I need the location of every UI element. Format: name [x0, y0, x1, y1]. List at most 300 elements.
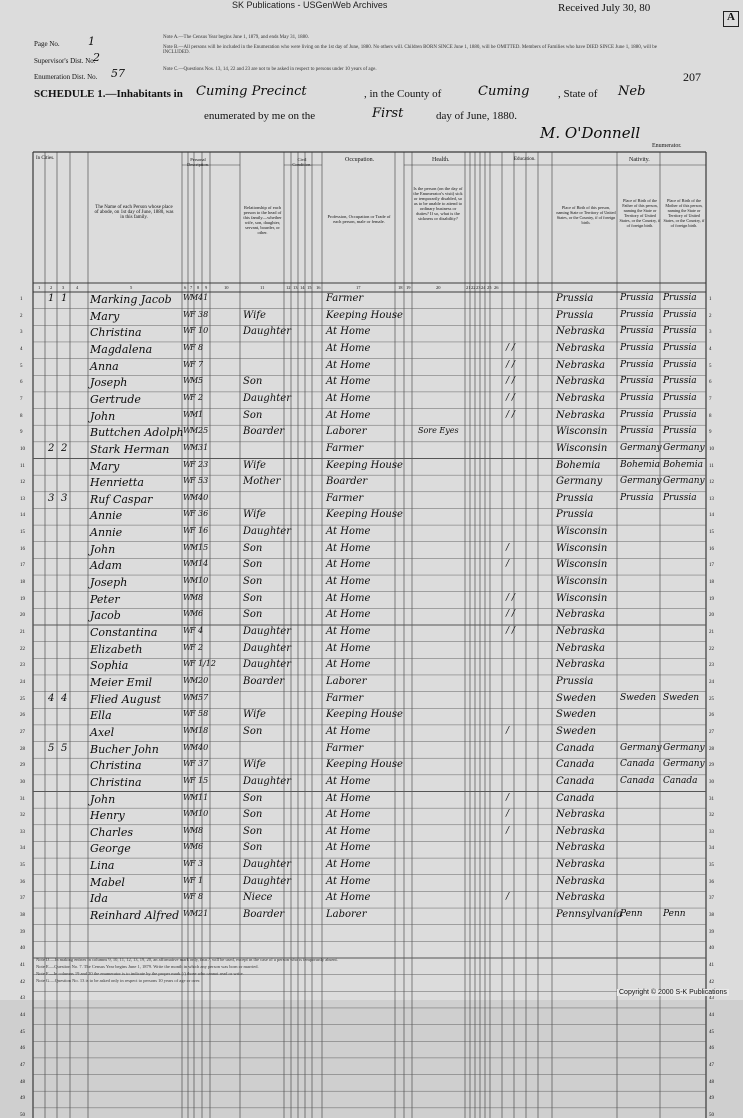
race: W	[183, 609, 192, 619]
person-name: Joseph	[90, 376, 128, 390]
row-number: 37	[20, 896, 25, 902]
column-number: 25	[487, 285, 492, 290]
state-label: , State of	[558, 88, 598, 100]
dwelling-number: 5	[48, 742, 55, 754]
race: W	[183, 409, 192, 419]
relationship: Daughter	[243, 526, 291, 538]
row-number: 8	[709, 413, 712, 419]
person-name: Marking Jacob	[90, 293, 172, 306]
row-number: 7	[20, 396, 23, 402]
birthplace: Wisconsin	[556, 542, 608, 554]
person-name: Meier Emil	[90, 675, 153, 689]
relationship: Son	[243, 609, 263, 621]
row-number: 30	[20, 779, 25, 785]
occupation: At Home	[326, 542, 371, 554]
row-number: 47	[709, 1062, 714, 1068]
hdr-birth-mother: Place of Birth of the Mother of this person, naming the State or Territory of United States, or the Country, if of foreign birth.	[663, 198, 705, 228]
age: 23	[198, 459, 209, 469]
row-number: 4	[709, 346, 712, 352]
race: W	[183, 742, 192, 752]
occupation: Farmer	[326, 492, 364, 504]
person-name: Christina	[90, 775, 142, 789]
birthplace: Wisconsin	[556, 576, 608, 588]
row-number: 1	[709, 297, 712, 302]
enumerator-signature: M. O'Donnell	[540, 124, 641, 142]
sex: F	[190, 759, 196, 769]
note-a: Note A.—The Census Year begins June 1, 1879, and ends May 31, 1880.	[163, 35, 309, 40]
birthplace: Prussia	[556, 509, 594, 521]
race: W	[183, 892, 192, 902]
row-number: 23	[709, 663, 714, 669]
birthplace: Nebraska	[556, 626, 605, 637]
sex: M	[190, 426, 199, 436]
occupation: At Home	[326, 792, 371, 804]
row-number: 8	[20, 413, 23, 419]
row-number: 28	[709, 746, 714, 752]
row-number: 12	[20, 480, 25, 486]
row-number: 49	[20, 1096, 25, 1102]
supervisor-dist-value: 2	[93, 51, 100, 64]
person-name: John	[90, 409, 116, 423]
person-name: Annie	[90, 509, 123, 523]
birthplace: Nebraska	[556, 326, 605, 338]
row-number: 37	[709, 896, 714, 902]
row-number: 41	[709, 963, 714, 968]
occupation: At Home	[326, 809, 371, 821]
person-name: Reinhard Alfred	[90, 909, 180, 923]
column-number: 22	[471, 285, 476, 290]
race: W	[183, 642, 192, 652]
race: W	[183, 392, 192, 402]
row-number: 36	[20, 879, 25, 885]
race: W	[183, 775, 192, 785]
row-number: 27	[20, 729, 25, 735]
father-birthplace: Canada	[620, 775, 655, 786]
father-birthplace: Germany	[620, 476, 662, 487]
sex: M	[190, 492, 199, 502]
column-number: 10	[224, 285, 229, 290]
family-number: 5	[61, 742, 68, 754]
sex: M	[190, 576, 199, 586]
age: 57	[198, 692, 209, 702]
row-number: 41	[20, 963, 25, 968]
hdr-personal: Personal Description.	[186, 157, 210, 167]
person-name: Axel	[90, 725, 115, 739]
relationship: Daughter	[243, 875, 291, 887]
sex: F	[190, 309, 196, 319]
column-number: 11	[260, 285, 265, 290]
birthplace: Canada	[556, 792, 595, 804]
race: W	[183, 476, 192, 486]
sex: F	[190, 342, 196, 352]
column-number: 4	[76, 285, 79, 290]
occupation: Keeping House	[326, 509, 403, 521]
race: W	[183, 342, 192, 352]
supervisor-dist-label: Supervisor's Dist. No.	[34, 57, 96, 65]
father-birthplace: Bohemia	[620, 459, 660, 470]
hdr-relationship: Relationship of each person to the head of this family—whether wife, son, daughter, servant, boarder, or other.	[243, 205, 282, 235]
education-mark: /	[506, 825, 510, 836]
sex: M	[190, 293, 199, 302]
birthplace: Nebraska	[556, 609, 605, 621]
mother-birthplace: Penn	[663, 909, 686, 920]
column-number: 5	[130, 285, 133, 290]
state-value: Neb	[618, 84, 646, 99]
person-name: Adam	[90, 559, 122, 573]
age: 1	[198, 875, 204, 885]
father-birthplace: Prussia	[620, 309, 654, 320]
column-number: 9	[205, 285, 208, 290]
received-stamp: Received July 30, 80	[558, 2, 651, 14]
father-birthplace: Prussia	[620, 392, 654, 403]
column-number: 20	[436, 285, 441, 290]
race: W	[183, 792, 192, 802]
race: W	[183, 825, 192, 835]
row-number: 43	[20, 996, 25, 1002]
person-name: Sophia	[90, 659, 129, 673]
mother-birthplace: Prussia	[663, 309, 697, 320]
age: 8	[198, 592, 204, 602]
row-number: 12	[709, 480, 714, 486]
relationship: Boarder	[243, 909, 285, 921]
education-mark: / /	[506, 409, 515, 420]
column-number: 2	[50, 285, 53, 290]
birthplace: Prussia	[556, 309, 594, 321]
mother-birthplace: Prussia	[663, 392, 697, 403]
person-name: Lina	[90, 859, 115, 873]
age: 38	[198, 309, 209, 319]
hdr-health: Health.	[432, 157, 450, 163]
relationship: Daughter	[243, 626, 291, 637]
father-birthplace: Prussia	[620, 326, 654, 337]
birthplace: Nebraska	[556, 875, 605, 887]
dwelling-number: 2	[48, 442, 55, 454]
education-mark: /	[506, 792, 510, 803]
hdr-occupation-sub: Profession, Occupation or Trade of each person, male or female.	[327, 214, 391, 224]
father-birthplace: Prussia	[620, 376, 654, 387]
county-label: , in the County of	[364, 88, 442, 100]
person-name: Annie	[90, 526, 123, 540]
age: 10	[198, 326, 209, 336]
relationship: Son	[243, 376, 263, 388]
education-mark: / /	[506, 342, 515, 353]
row-number: 15	[709, 530, 714, 536]
relationship: Wife	[243, 459, 266, 471]
row-number: 2	[20, 313, 23, 319]
age: 15	[198, 775, 209, 785]
note-b: Note B.—All persons will be included in the Enumeration who were living on the 1st day of June, 1880. No others will. Children BORN SINCE June 1, 1880, will be OMITTED. Members of Families who have DIED SINCE June 1, 1880, will be INCLUDED.	[163, 45, 657, 55]
race: W	[183, 626, 192, 635]
person-name: Buttchen Adolph	[90, 426, 184, 440]
row-number: 28	[20, 746, 25, 752]
family-number: 4	[61, 692, 68, 704]
mother-birthplace: Prussia	[663, 326, 697, 337]
mother-birthplace: Sweden	[663, 692, 700, 703]
relationship: Son	[243, 792, 263, 804]
education-mark: /	[506, 559, 510, 570]
row-number: 40	[20, 946, 25, 952]
row-number: 27	[709, 729, 714, 735]
row-number: 43	[709, 996, 714, 1002]
enumeration-dist-label: Enumeration Dist. No.	[34, 73, 98, 81]
occupation: Farmer	[326, 442, 364, 454]
note-c: Note C.—Questions Nos. 13, 14, 22 and 23 are not to be asked in respect to persons under 10 years of age.	[163, 67, 377, 72]
dwelling-number: 4	[48, 692, 55, 704]
occupation: Keeping House	[326, 459, 403, 471]
mother-birthplace: Prussia	[663, 426, 697, 437]
row-number: 5	[20, 363, 23, 369]
relationship: Wife	[243, 309, 266, 321]
sex: F	[190, 459, 196, 469]
row-number: 6	[20, 380, 23, 386]
row-number: 26	[709, 713, 714, 719]
age: 10	[198, 809, 209, 819]
hdr-name: The Name of each Person whose place of abode, on 1st day of June, 1880, was in this family.	[94, 205, 174, 220]
mother-birthplace: Prussia	[663, 342, 697, 353]
birthplace: Nebraska	[556, 859, 605, 871]
row-number: 21	[709, 630, 714, 635]
person-name: Ruf Caspar	[90, 492, 153, 506]
birthplace: Pennsylvania	[556, 909, 623, 921]
birthplace: Wisconsin	[556, 426, 608, 438]
person-name: Elizabeth	[90, 642, 143, 656]
occupation: At Home	[326, 409, 371, 421]
row-number: 34	[20, 846, 25, 852]
row-number: 9	[709, 430, 712, 436]
age: 2	[198, 392, 204, 402]
birthplace: Wisconsin	[556, 559, 608, 571]
sex: F	[190, 892, 196, 902]
relationship: Son	[243, 559, 263, 571]
occupation: At Home	[326, 609, 371, 621]
mother-birthplace: Germany	[663, 442, 705, 453]
occupation: At Home	[326, 592, 371, 604]
birthplace: Wisconsin	[556, 526, 608, 538]
row-number: 14	[20, 513, 25, 519]
row-number: 19	[709, 596, 714, 602]
sex: F	[190, 859, 196, 869]
row-number: 22	[709, 646, 714, 652]
hdr-birth-father: Place of Birth of the Father of this person, naming the State or Territory of United States, or the Country, if of foreign birth.	[619, 198, 661, 228]
row-number: 50	[709, 1112, 714, 1118]
sex: F	[190, 392, 196, 402]
sex: F	[190, 326, 196, 336]
birthplace: Prussia	[556, 492, 594, 504]
row-number: 30	[709, 779, 714, 785]
county-value: Cuming	[478, 84, 530, 99]
row-number: 33	[20, 829, 25, 835]
row-number: 2	[709, 313, 712, 319]
birthplace: Sweden	[556, 692, 597, 704]
schedule-place: Cuming Precinct	[196, 84, 307, 99]
row-number: 48	[709, 1079, 714, 1085]
row-number: 3	[20, 330, 23, 336]
person-name: Henry	[90, 809, 125, 823]
hdr-civil: Civil Condition.	[292, 157, 312, 167]
column-number: 6	[184, 285, 187, 290]
relationship: Son	[243, 592, 263, 604]
father-birthplace: Prussia	[620, 293, 654, 303]
race: W	[183, 659, 192, 669]
column-number: 21	[466, 285, 471, 290]
mother-birthplace: Germany	[663, 742, 705, 753]
dwelling-number: 1	[48, 293, 55, 304]
birthplace: Sweden	[556, 725, 597, 737]
age: 8	[198, 892, 204, 902]
hdr-health-sub: Is the person (on the day of the Enumerator's visit) sick or temporarily disabled, so as to be unable to attend to ordinary business or duties? If so, what is the sickness or disability?	[413, 186, 463, 221]
person-name: Mary	[90, 309, 120, 323]
relationship: Boarder	[243, 426, 285, 438]
birthplace: Prussia	[556, 293, 594, 304]
race: W	[183, 842, 192, 852]
father-birthplace: Sweden	[620, 692, 657, 703]
sex: M	[190, 376, 199, 386]
relationship: Wife	[243, 709, 266, 721]
race: W	[183, 725, 192, 735]
person-name: Henrietta	[90, 476, 144, 490]
row-number: 22	[20, 646, 25, 652]
age: 3	[198, 859, 204, 869]
age: 41	[198, 293, 209, 302]
enumerator-label: Enumerator.	[652, 143, 682, 149]
occupation: At Home	[326, 825, 371, 837]
person-name: Peter	[90, 592, 120, 606]
sex: M	[190, 542, 199, 552]
row-number: 10	[709, 446, 714, 452]
age: 1/12	[198, 659, 216, 669]
row-number: 13	[20, 496, 25, 502]
race: W	[183, 492, 192, 502]
education-mark: / /	[506, 392, 515, 403]
sex: F	[190, 875, 196, 885]
bottom-note: Note D.—In making entries in columns 9, 10, 11, 12, 13, 19, 20, an affirmative mark only, thus /, will be used, except in the case of a person who is temporarily absent.	[36, 957, 338, 962]
sex: F	[190, 642, 196, 652]
sex: M	[190, 742, 199, 752]
age: 37	[198, 759, 209, 769]
person-name: Ida	[90, 892, 108, 906]
row-number: 11	[20, 463, 25, 469]
father-birthplace: Prussia	[620, 359, 654, 370]
relationship: Daughter	[243, 392, 291, 404]
row-number: 24	[20, 679, 25, 685]
education-mark: /	[506, 725, 510, 736]
row-number: 14	[709, 513, 714, 519]
column-number: 24	[481, 285, 486, 290]
row-number: 16	[709, 546, 714, 552]
occupation: Laborer	[326, 909, 367, 921]
sex: F	[190, 526, 196, 536]
birthplace: Nebraska	[556, 659, 605, 671]
race: W	[183, 526, 192, 536]
age: 16	[198, 526, 209, 536]
occupation: At Home	[326, 392, 371, 404]
race: W	[183, 542, 192, 552]
education-mark: / /	[506, 376, 515, 387]
sex: M	[190, 725, 199, 735]
mother-birthplace: Germany	[663, 759, 705, 770]
relationship: Daughter	[243, 775, 291, 787]
race: W	[183, 376, 192, 386]
page-code: A	[727, 11, 735, 23]
mother-birthplace: Bohemia	[663, 459, 703, 470]
row-number: 17	[20, 563, 25, 569]
person-name: Bucher John	[90, 742, 159, 756]
enumeration-day: First	[372, 106, 404, 121]
occupation: At Home	[326, 626, 371, 637]
person-name: Anna	[90, 359, 119, 373]
column-number: 26	[494, 285, 499, 290]
person-name: Stark Herman	[90, 442, 170, 456]
race: W	[183, 692, 192, 702]
row-number: 16	[20, 546, 25, 552]
father-birthplace: Prussia	[620, 409, 654, 420]
sex: M	[190, 909, 199, 919]
schedule-prefix: SCHEDULE 1.—Inhabitants in	[34, 88, 183, 100]
row-number: 45	[709, 1029, 714, 1035]
race: W	[183, 459, 192, 469]
row-number: 25	[20, 696, 25, 702]
row-number: 32	[20, 813, 25, 819]
relationship: Son	[243, 842, 263, 854]
race: W	[183, 875, 192, 885]
occupation: At Home	[326, 842, 371, 854]
person-name: Constantina	[90, 626, 158, 639]
row-number: 7	[709, 396, 712, 402]
sex: M	[190, 592, 199, 602]
person-name: Christina	[90, 759, 142, 773]
person-name: George	[90, 842, 131, 856]
sex: F	[190, 659, 196, 669]
father-birthplace: Germany	[620, 442, 662, 453]
row-number: 42	[709, 979, 714, 985]
race: W	[183, 293, 192, 302]
hdr-nativity: Nativity.	[629, 157, 650, 163]
occupation: Farmer	[326, 293, 364, 304]
birthplace: Prussia	[556, 675, 594, 687]
row-number: 4	[20, 346, 23, 352]
row-number: 6	[709, 380, 712, 386]
education-mark: / /	[506, 592, 515, 603]
row-number: 17	[709, 563, 714, 569]
race: W	[183, 709, 192, 719]
column-number: 19	[406, 285, 411, 290]
row-number: 18	[709, 580, 714, 586]
hdr-birth-self: Place of Birth of this person, naming State or Territory of United States, or the Country, if of foreign birth.	[556, 205, 616, 225]
age: 7	[198, 359, 204, 369]
row-number: 32	[709, 813, 714, 819]
sex: F	[190, 359, 196, 369]
race: W	[183, 442, 192, 452]
sex: M	[190, 409, 199, 419]
row-number: 35	[709, 863, 714, 869]
race: W	[183, 359, 192, 369]
occupation: At Home	[326, 342, 371, 354]
banner: SK Publications - USGenWeb Archives	[232, 0, 388, 10]
race: W	[183, 309, 192, 319]
row-number: 20	[20, 613, 25, 619]
race: W	[183, 759, 192, 769]
person-name: Charles	[90, 825, 133, 839]
row-number: 33	[709, 829, 714, 835]
occupation: At Home	[326, 559, 371, 571]
enumerated-label: enumerated by me on the	[204, 110, 316, 122]
occupation: Laborer	[326, 675, 367, 687]
occupation: At Home	[326, 725, 371, 737]
relationship: Son	[243, 542, 263, 554]
row-number: 18	[20, 580, 25, 586]
person-name: Christina	[90, 326, 142, 340]
occupation: Keeping House	[326, 709, 403, 721]
